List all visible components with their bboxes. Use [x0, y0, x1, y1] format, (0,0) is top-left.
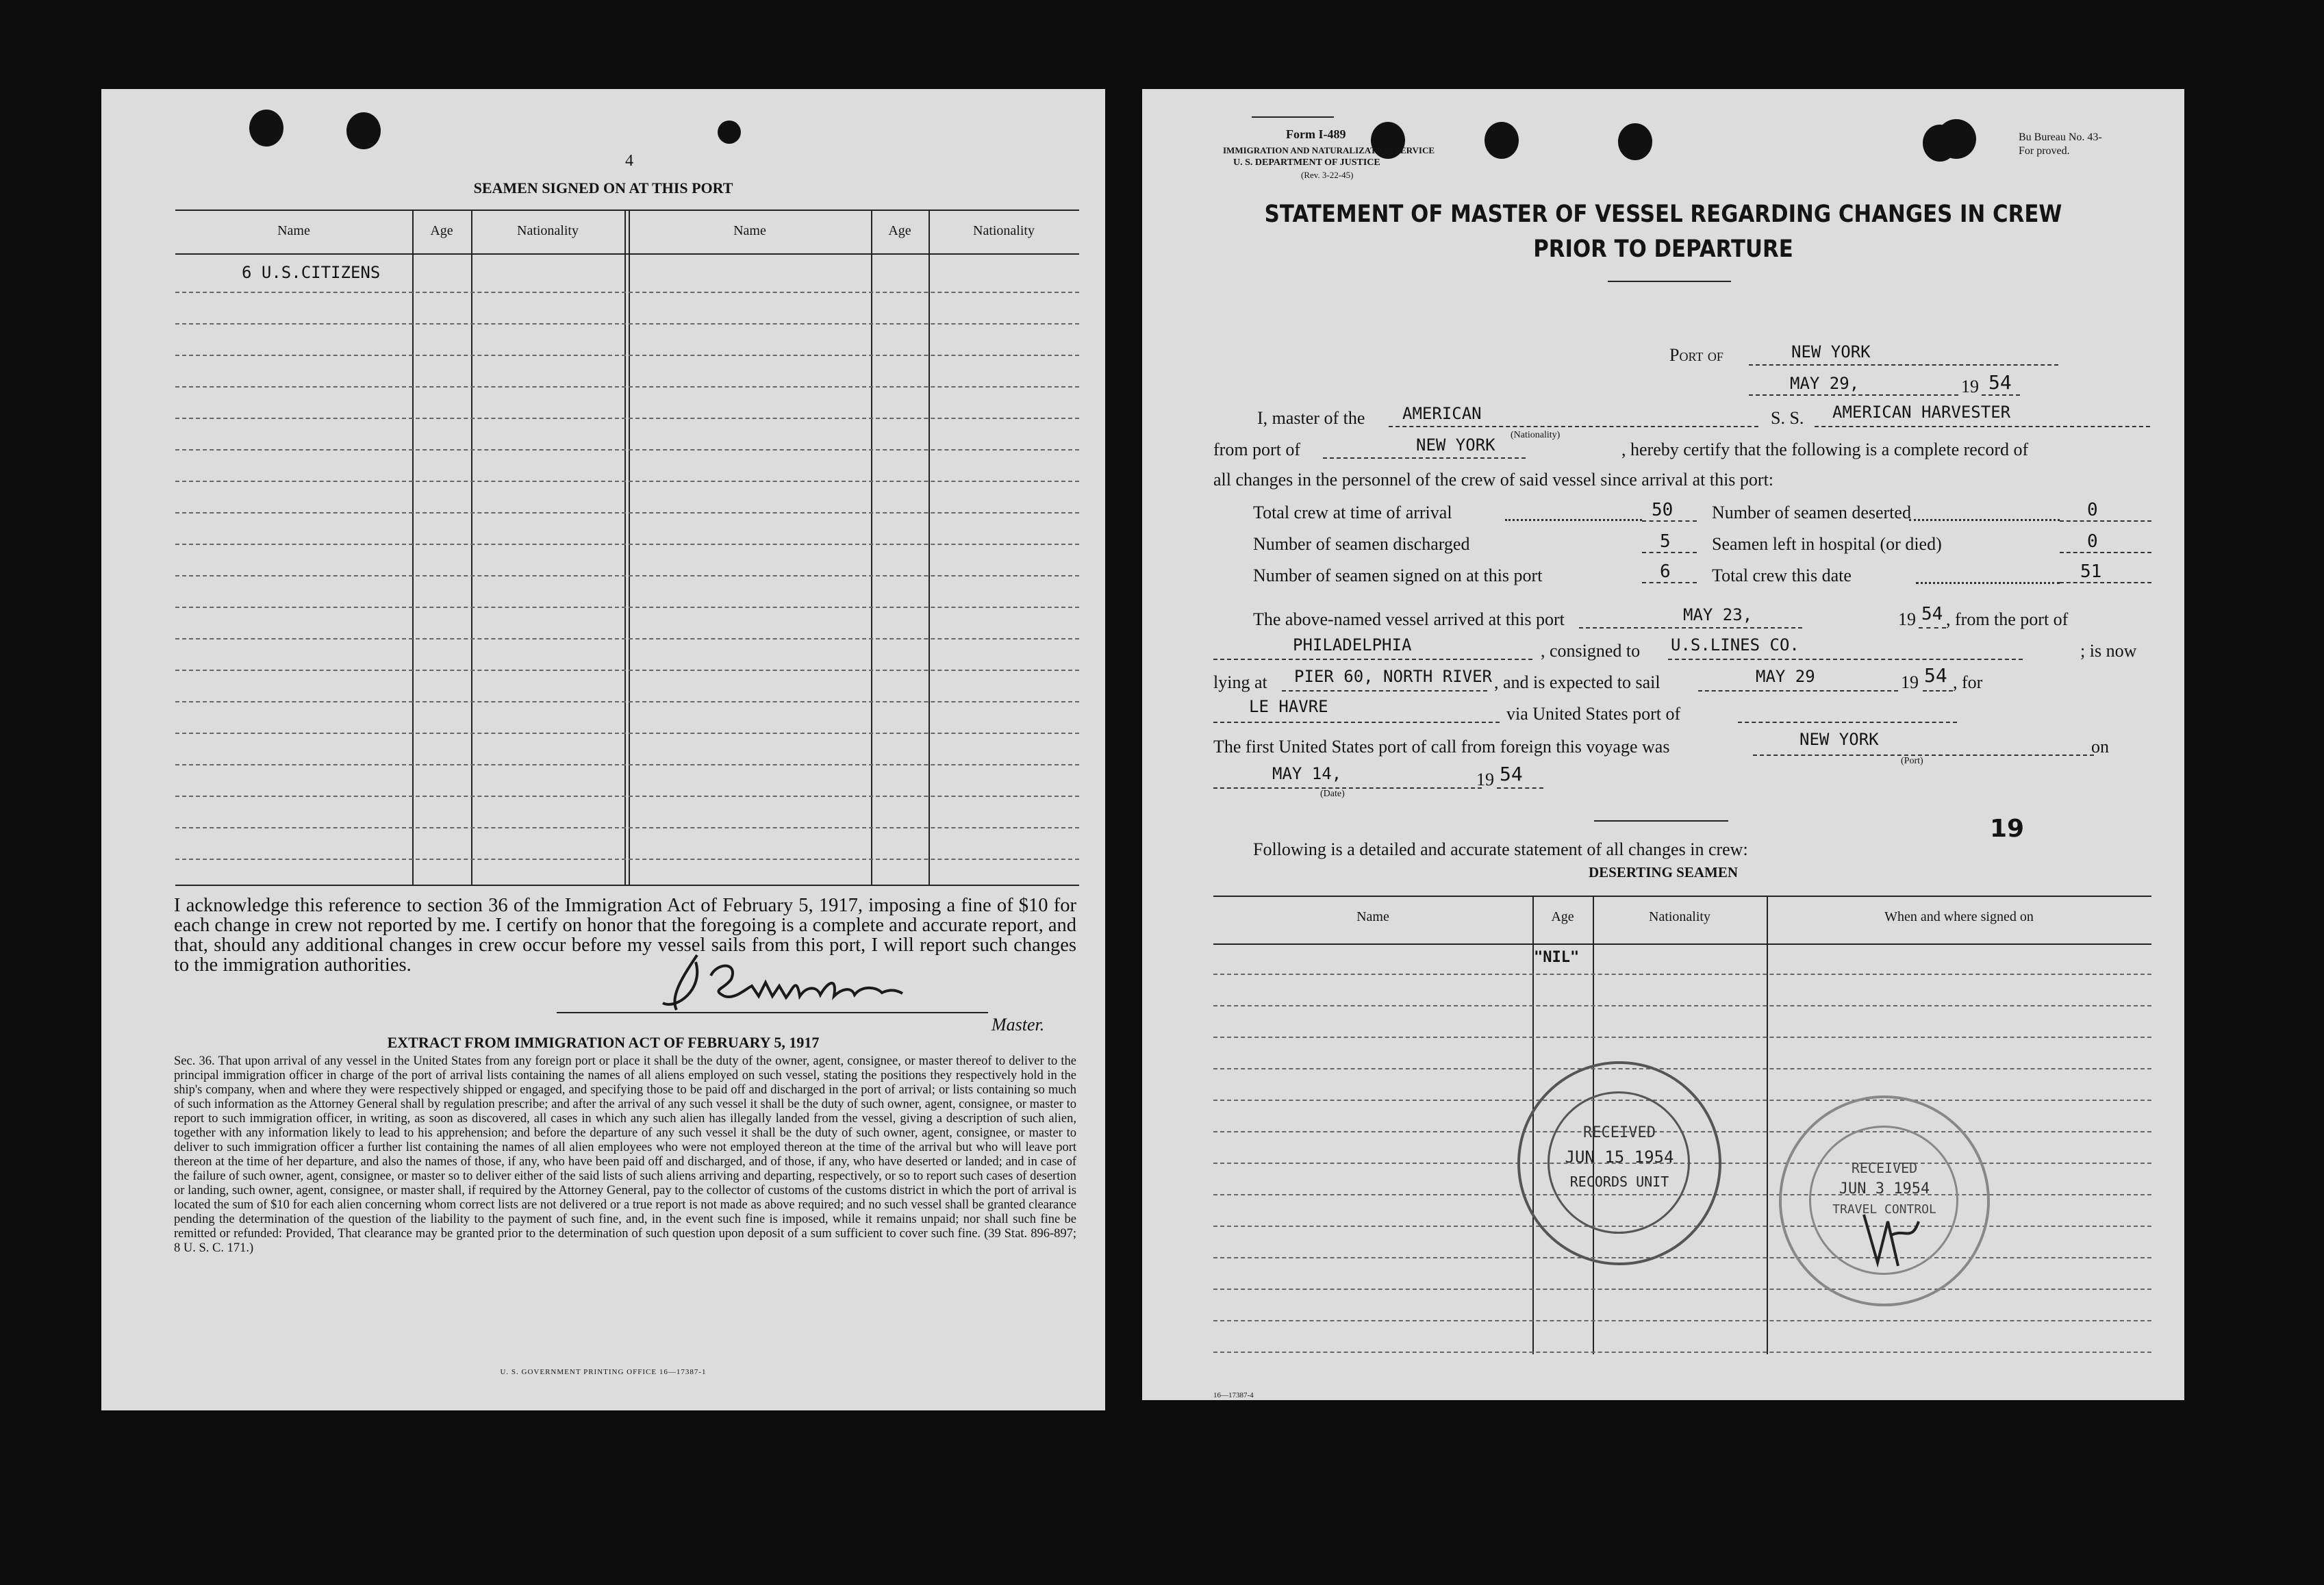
first-date-field — [1213, 767, 1482, 789]
sail-year: 54 — [1924, 664, 1947, 687]
stat-field — [1642, 561, 1697, 583]
dot-leader — [1909, 519, 2060, 521]
col-age: Age — [888, 223, 911, 238]
year-prefix: 19 — [1961, 377, 1979, 396]
received-stamp-records — [1517, 1061, 1721, 1265]
expected-label: , and is expected to sail — [1494, 672, 1660, 692]
extract-title: EXTRACT FROM IMMIGRATION ACT OF FEBRUARY 5, 1917 — [387, 1034, 820, 1051]
agency-line-1: IMMIGRATION AND NATURALIZATION SERVICE — [1223, 145, 1435, 155]
col-age: Age — [430, 223, 453, 238]
column-divider — [471, 210, 472, 885]
date-caption: (Date) — [1320, 789, 1345, 799]
ss-label: S. S. — [1771, 408, 1804, 428]
title-underline — [1608, 281, 1731, 282]
sail-date-value: MAY 29 — [1756, 667, 1815, 686]
stat-field — [2060, 531, 2151, 553]
port-caption: (Port) — [1901, 756, 1923, 766]
sail-year-prefix: 19 — [1901, 672, 1919, 692]
nil-entry: "NIL" — [1534, 949, 1580, 966]
initials-mark — [1850, 1201, 1932, 1276]
right-page — [1142, 89, 2184, 1400]
stat-label: Number of seamen signed on at this port — [1253, 566, 1543, 585]
first-year: 54 — [1500, 763, 1523, 785]
printer-line: U. S. GOVERNMENT PRINTING OFFICE 16—17387-1 — [500, 1368, 707, 1376]
col-name: Name — [1356, 909, 1389, 924]
certification-text: I acknowledge this reference to section 36 of the Immigration Act of February 5, 1917, imposing a fine of $10 for each change in crew not reported by me. I certify on honor that the foregoing is a complete and accurate report, and that, should any additional changes in crew occur before my vessel sails from this port, I will report such changes to the immigration authorities. — [174, 895, 1076, 976]
lying-at-value: PIER 60, NORTH RIVER — [1294, 667, 1492, 686]
received-stamp-travel-control — [1779, 1095, 1990, 1306]
table-top-border — [175, 210, 1079, 211]
arrived-year-prefix: 19 — [1898, 609, 1916, 629]
table-row — [175, 701, 1079, 702]
left-page — [101, 89, 1105, 1410]
destination-value: LE HAVRE — [1249, 697, 1328, 716]
left-title: SEAMEN SIGNED ON AT THIS PORT — [473, 179, 733, 196]
form-title-2: PRIOR TO DEPARTURE — [1533, 236, 1793, 263]
arrived-value: MAY 23, — [1683, 605, 1753, 624]
arrived-year-field — [1919, 607, 1946, 629]
port-label: Port of — [1669, 345, 1723, 365]
on-label: on — [2091, 737, 2109, 757]
table-row — [1213, 1037, 2151, 1038]
from-port-value: NEW YORK — [1416, 435, 1495, 455]
stat-label: Number of seamen deserted — [1712, 503, 1911, 522]
form-number: Form I-489 — [1286, 127, 1346, 141]
stat-value: 5 — [1660, 531, 1671, 552]
col-nationality: Nationality — [973, 223, 1035, 238]
stat-label: Seamen left in hospital (or died) — [1712, 534, 1942, 554]
nationality-caption: (Nationality) — [1511, 430, 1561, 440]
arrived-year: 54 — [1921, 604, 1943, 624]
stat-field — [2060, 500, 2151, 522]
stat-label: Total crew at time of arrival — [1253, 503, 1452, 522]
stat-field — [1642, 500, 1697, 522]
dot-leader — [1505, 519, 1642, 521]
all-changes-text: all changes in the personnel of the crew of said vessel since arrival at this port: — [1213, 470, 1774, 490]
port-value: NEW YORK — [1791, 342, 1871, 362]
column-divider — [929, 210, 930, 885]
via-label: via United States port of — [1506, 704, 1681, 724]
stat-value: 51 — [2080, 561, 2102, 582]
punch-hole — [718, 121, 741, 144]
budget-line-2: For proved. — [2019, 145, 2070, 157]
first-port-label: The first United States port of call from foreign this voyage was — [1213, 737, 1670, 757]
page-stamp-number: 19 — [1990, 815, 2025, 843]
revision: (Rev. 3-22-45) — [1301, 170, 1354, 180]
punch-hole — [249, 110, 283, 147]
stamp-line: JUN 15 1954 — [1565, 1147, 1674, 1167]
table-row — [175, 859, 1079, 860]
stat-value: 0 — [2087, 500, 2098, 520]
is-now: ; is now — [2080, 641, 2137, 661]
table-row — [175, 796, 1079, 797]
master-of-the-label: I, master of the — [1257, 408, 1365, 428]
stat-value: 50 — [1652, 500, 1673, 520]
table-row — [1213, 1289, 2151, 1290]
col-name: Name — [277, 223, 310, 238]
col-when-where: When and where signed on — [1884, 909, 2034, 924]
column-divider — [629, 210, 630, 885]
master-signature — [656, 948, 950, 1017]
table-row — [175, 386, 1079, 388]
following-text: Following is a detailed and accurate statement of all changes in crew: — [1253, 839, 1748, 859]
stamp-line: TRAVEL CONTROL — [1832, 1202, 1936, 1217]
table-row — [175, 449, 1079, 451]
master-label: Master. — [992, 1015, 1045, 1035]
deserting-table-header-border — [1213, 943, 2151, 945]
col-age: Age — [1551, 909, 1574, 924]
stat-value: 0 — [2087, 531, 2098, 552]
column-divider — [624, 210, 626, 885]
table-row — [175, 355, 1079, 356]
date-value: MAY 29, — [1790, 374, 1860, 393]
stat-field — [2060, 561, 2151, 583]
deserting-title: DESERTING SEAMEN — [1588, 864, 1739, 880]
separator-rule — [1594, 820, 1728, 822]
stamp-line: RECEIVED — [1851, 1160, 1918, 1176]
punch-hole — [1618, 123, 1652, 160]
punch-hole — [1936, 119, 1976, 159]
table-row — [175, 670, 1079, 671]
agency-line-2: U. S. DEPARTMENT OF JUSTICE — [1233, 157, 1380, 168]
col-nationality: Nationality — [1649, 909, 1710, 924]
nationality-value: AMERICAN — [1402, 404, 1482, 423]
table-row — [175, 323, 1079, 325]
page-number: 4 — [625, 152, 633, 170]
stat-label: Number of seamen discharged — [1253, 534, 1470, 554]
arrived-label: The above-named vessel arrived at this port — [1253, 609, 1565, 629]
form-title-1: STATEMENT OF MASTER OF VESSEL REGARDING CHANGES IN CREW — [1264, 201, 2062, 228]
stamp-line: RECORDS UNIT — [1569, 1174, 1669, 1190]
first-year-prefix: 19 — [1476, 770, 1494, 789]
table-row — [175, 292, 1079, 293]
consignee-value: U.S.LINES CO. — [1671, 635, 1799, 655]
lying-at-label: lying at — [1213, 672, 1267, 692]
from-port-label: from port of — [1213, 440, 1301, 459]
table-row — [175, 575, 1079, 576]
column-divider — [412, 210, 414, 885]
column-divider — [871, 210, 872, 885]
budget-line-1: Bu Bureau No. 43- — [2019, 131, 2102, 143]
first-date-value: MAY 14, — [1272, 764, 1342, 783]
table-row — [175, 544, 1079, 545]
table-row — [175, 827, 1079, 828]
table-row — [1213, 1257, 2151, 1258]
stat-value: 6 — [1660, 561, 1671, 582]
table-row — [1213, 1352, 2151, 1353]
table-row — [175, 512, 1079, 513]
stat-field — [1642, 531, 1697, 553]
table-row — [175, 481, 1079, 482]
table-row — [1213, 1068, 2151, 1069]
year-value: 54 — [1988, 371, 2012, 394]
stamp-line: RECEIVED — [1583, 1124, 1656, 1141]
table-row — [175, 764, 1079, 765]
col-name: Name — [733, 223, 766, 238]
for-label: , for — [1953, 672, 1983, 692]
signature-line — [557, 1012, 988, 1013]
table-row — [175, 418, 1079, 419]
table-row — [1213, 1005, 2151, 1006]
printer-line: 16—17387-4 — [1213, 1391, 1254, 1399]
first-row-name: 6 U.S.CITIZENS — [242, 263, 381, 282]
table-row — [175, 607, 1079, 608]
table-bottom-border — [175, 885, 1079, 886]
table-header-border — [175, 253, 1079, 255]
certify-text: , hereby certify that the following is a complete record of — [1621, 440, 2029, 459]
sail-year-field — [1923, 670, 1953, 692]
via-port-field — [1738, 701, 1957, 723]
header-rule — [1252, 116, 1334, 118]
table-row — [175, 638, 1079, 639]
first-port-value: NEW YORK — [1799, 730, 1879, 749]
punch-hole — [346, 112, 381, 149]
deserting-table-top — [1213, 896, 2151, 897]
consigned-label: , consigned to — [1541, 641, 1641, 661]
from-port-of: , from the port of — [1946, 609, 2069, 629]
table-row — [1213, 974, 2151, 975]
punch-hole — [1485, 122, 1519, 159]
col-nationality: Nationality — [517, 223, 579, 238]
extract-text: Sec. 36. That upon arrival of any vessel in the United States from any foreign port or place it shall be the duty of the owner, agent, consignee, or master thereof to deliver to the principal immigration officer in charge of the port of arrival lists containing the names of all aliens employed on such vessel, stating the positions they respectively hold in the ship's company, when and where they were respectively shipped or engaged, and specifying those to be paid off and discharged in the port of arrival; or lists containing so much of such information as the Attorney General shall by regulation prescribe; and after the arrival of any such vessel it shall be the duty of such owner, agent, consignee, or master to report to such immigration officer, in writing, as soon as discovered, all cases in which any such alien has illegally landed from the vessel, giving a description of such alien, together with any information likely to lead to his apprehension; and before the departure of any such vessel it shall be the duty of such owner, agent, consignee, or master to deliver to such immigration officer a further list containing the names of all alien employees who were not employed thereon at the time of the arrival but who will leave port thereon at the time of her departure, and also the names of those, if any, who have been paid off and discharged, and of those, if any, who have deserted or landed; and in case of the failure of such owner, agent, consignee, or master so to deliver either of the said lists of such aliens arriving and departing, respectively, or so to report such cases of desertion or landing, such owner, agent, consignee, or master shall, if required by the Attorney General, pay to the collector of customs of the customs district in which the port of arrival is located the sum of $10 for each alien concerning whom correct lists are not delivered or a true report is not made as above required; and no such vessel shall be granted clearance pending the determination of the question of the liability to the payment of such fine, and, in the event such fine is imposed, while it remains unpaid; nor shall such fine be remitted or refunded: Provided, That clearance may be granted prior to the determination of such question upon deposit of a sum sufficient to cover such fine. (39 Stat. 896-897; 8 U. S. C. 171.) — [174, 1054, 1076, 1255]
ship-value: AMERICAN HARVESTER — [1832, 403, 2011, 422]
origin-value: PHILADELPHIA — [1293, 635, 1412, 655]
dot-leader — [1916, 582, 2060, 584]
table-row — [175, 733, 1079, 734]
stat-label: Total crew this date — [1712, 566, 1852, 585]
table-row — [1213, 1320, 2151, 1321]
column-divider — [1767, 896, 1768, 1354]
stamp-line: JUN 3 1954 — [1839, 1180, 1930, 1197]
first-year-field — [1497, 767, 1543, 789]
